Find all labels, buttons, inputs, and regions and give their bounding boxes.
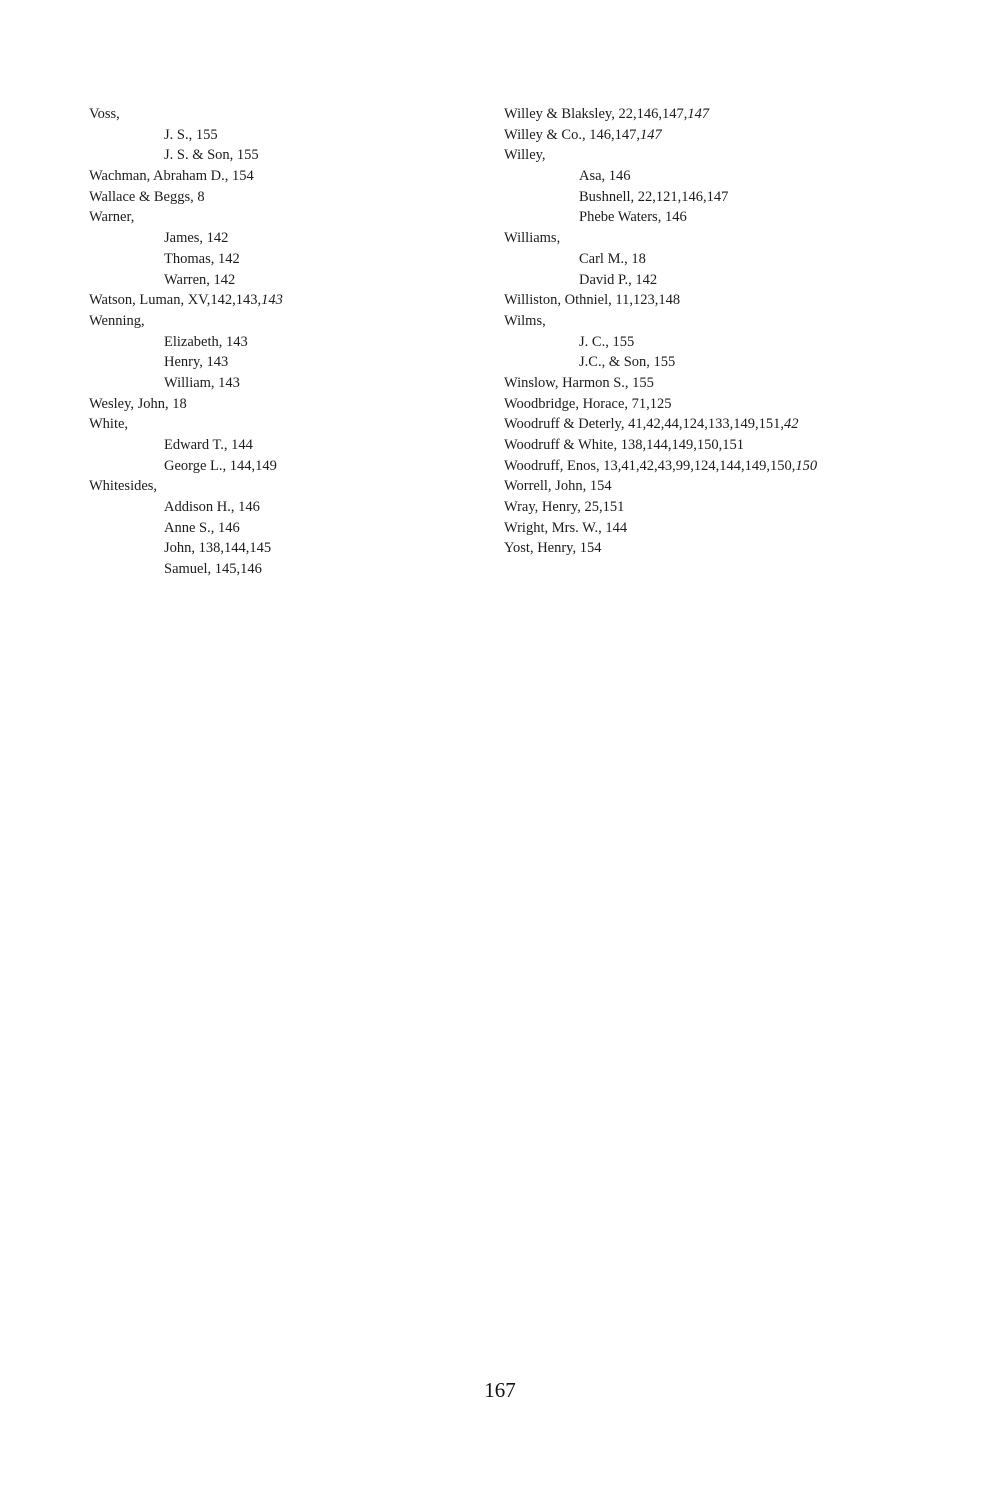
index-entry-text: Woodruff & White, 138,144,149,150,151 xyxy=(504,437,744,453)
index-subentry xyxy=(504,207,984,228)
index-entry-text: Henry, 143 xyxy=(164,354,229,371)
index-entry-text: Wesley, John, 18 xyxy=(89,395,187,412)
index-entry-text: Asa, 146 xyxy=(579,168,631,185)
index-entry-text: Winslow, Harmon S., 155 xyxy=(504,374,654,391)
index-column-right xyxy=(504,104,984,559)
index-entry xyxy=(504,538,984,559)
index-column-left xyxy=(89,104,469,580)
index-entry xyxy=(504,518,984,539)
index-entry xyxy=(504,414,984,435)
index-entry xyxy=(504,104,984,125)
index-entry xyxy=(504,373,984,394)
index-entry-text: Thomas, 142 xyxy=(164,250,240,267)
index-entry-text: Willey, xyxy=(504,147,546,164)
index-entry xyxy=(504,311,984,332)
index-entry xyxy=(89,207,469,228)
index-subentry xyxy=(504,166,984,187)
index-entry-text: Wenning, xyxy=(89,312,145,329)
index-entry-text: White, xyxy=(89,416,129,433)
index-entry xyxy=(504,290,984,311)
index-entry xyxy=(504,145,984,166)
index-entry-text: Samuel, 145,146 xyxy=(164,561,262,578)
index-entry-text: Wright, Mrs. W., 144 xyxy=(504,519,628,536)
index-entry-text: Willey & Co., 146,147, xyxy=(504,126,640,143)
index-entry-text: Warren, 142 xyxy=(164,271,236,288)
index-entry-text: Williams, xyxy=(504,230,561,247)
index-entry-italic-page: 143 xyxy=(261,292,283,309)
index-subentry xyxy=(504,187,984,208)
index-entry-text: J. S., 155 xyxy=(164,126,218,143)
index-entry xyxy=(89,476,469,497)
index-entry xyxy=(504,435,984,456)
index-entry-text: Voss, xyxy=(89,106,120,122)
index-entry-text: Woodruff & Deterly, 41,42,44,124,133,149,151, xyxy=(504,416,784,433)
index-subentry xyxy=(504,270,984,291)
index-entry-text: David P., 142 xyxy=(579,271,658,288)
index-entry-italic-page: 42 xyxy=(783,416,799,433)
index-subentry xyxy=(89,456,469,477)
index-subentry xyxy=(504,352,984,373)
index-entry-text: Phebe Waters, 146 xyxy=(579,209,687,226)
index-subentry xyxy=(89,373,469,394)
index-subentry xyxy=(89,497,469,518)
index-entry xyxy=(504,394,984,415)
index-entry-text: Wilms, xyxy=(504,312,546,329)
index-entry-text: Carl M., 18 xyxy=(579,250,646,267)
index-entry-text: Elizabeth, 143 xyxy=(164,333,248,350)
index-subentry xyxy=(89,332,469,353)
index-entry xyxy=(89,104,469,125)
index-entry xyxy=(504,228,984,249)
index-subentry xyxy=(89,125,469,146)
index-entry-text: Bushnell, 22,121,146,147 xyxy=(579,188,729,205)
index-subentry xyxy=(89,352,469,373)
index-subentry xyxy=(504,249,984,270)
index-entry xyxy=(89,290,469,311)
index-entry-text: Woodruff, Enos, 13,41,42,43,99,124,144,149,150, xyxy=(504,457,796,474)
index-entry xyxy=(89,187,469,208)
index-entry-italic-page: 150 xyxy=(795,457,818,474)
index-entry xyxy=(504,125,984,146)
index-subentry xyxy=(89,538,469,559)
index-entry-text: William, 143 xyxy=(164,374,240,391)
index-entry-text: J. S. & Son, 155 xyxy=(164,147,259,164)
index-entry-text: Watson, Luman, XV,142,143, xyxy=(89,292,262,309)
index-entry xyxy=(504,476,984,497)
index-entry-text: J. C., 155 xyxy=(579,333,635,350)
index-entry-italic-page: 147 xyxy=(639,126,662,143)
index-entry-text: Whitesides, xyxy=(89,478,158,495)
index-entry-text: James, 142 xyxy=(164,230,229,247)
index-entry-text: Yost, Henry, 154 xyxy=(504,540,602,557)
index-entry-text: Addison H., 146 xyxy=(164,499,260,516)
page-number: 167 xyxy=(484,1378,516,1402)
index-subentry xyxy=(89,145,469,166)
index-entry xyxy=(89,414,469,435)
index-entry-text: Warner, xyxy=(89,209,135,226)
index-entry xyxy=(89,311,469,332)
index-entry-text: Wray, Henry, 25,151 xyxy=(504,499,625,516)
index-subentry xyxy=(89,228,469,249)
index-subentry xyxy=(89,435,469,456)
index-subentry xyxy=(89,270,469,291)
index-subentry xyxy=(89,559,469,580)
index-entry-text: John, 138,144,145 xyxy=(164,540,272,557)
index-subentry xyxy=(504,332,984,353)
index-entry-text: George L., 144,149 xyxy=(164,457,277,474)
index-entry-text: Edward T., 144 xyxy=(164,437,253,453)
index-entry-text: Worrell, John, 154 xyxy=(504,478,612,495)
index-entry xyxy=(504,456,984,477)
index-entry-italic-page: 147 xyxy=(687,106,710,122)
index-entry xyxy=(504,497,984,518)
index-entry-text: Anne S., 146 xyxy=(164,519,240,536)
index-subentry xyxy=(89,249,469,270)
index-entry-text: Woodbridge, Horace, 71,125 xyxy=(504,395,672,412)
index-entry-text: J.C., & Son, 155 xyxy=(579,354,676,371)
index-entry-text: Willey & Blaksley, 22,146,147, xyxy=(504,106,688,122)
index-entry-text: Wachman, Abraham D., 154 xyxy=(89,168,254,185)
index-entry-text: Williston, Othniel, 11,123,148 xyxy=(504,292,681,309)
index-entry xyxy=(89,394,469,415)
index-entry xyxy=(89,166,469,187)
index-entry-text: Wallace & Beggs, 8 xyxy=(89,188,205,205)
index-subentry xyxy=(89,518,469,539)
